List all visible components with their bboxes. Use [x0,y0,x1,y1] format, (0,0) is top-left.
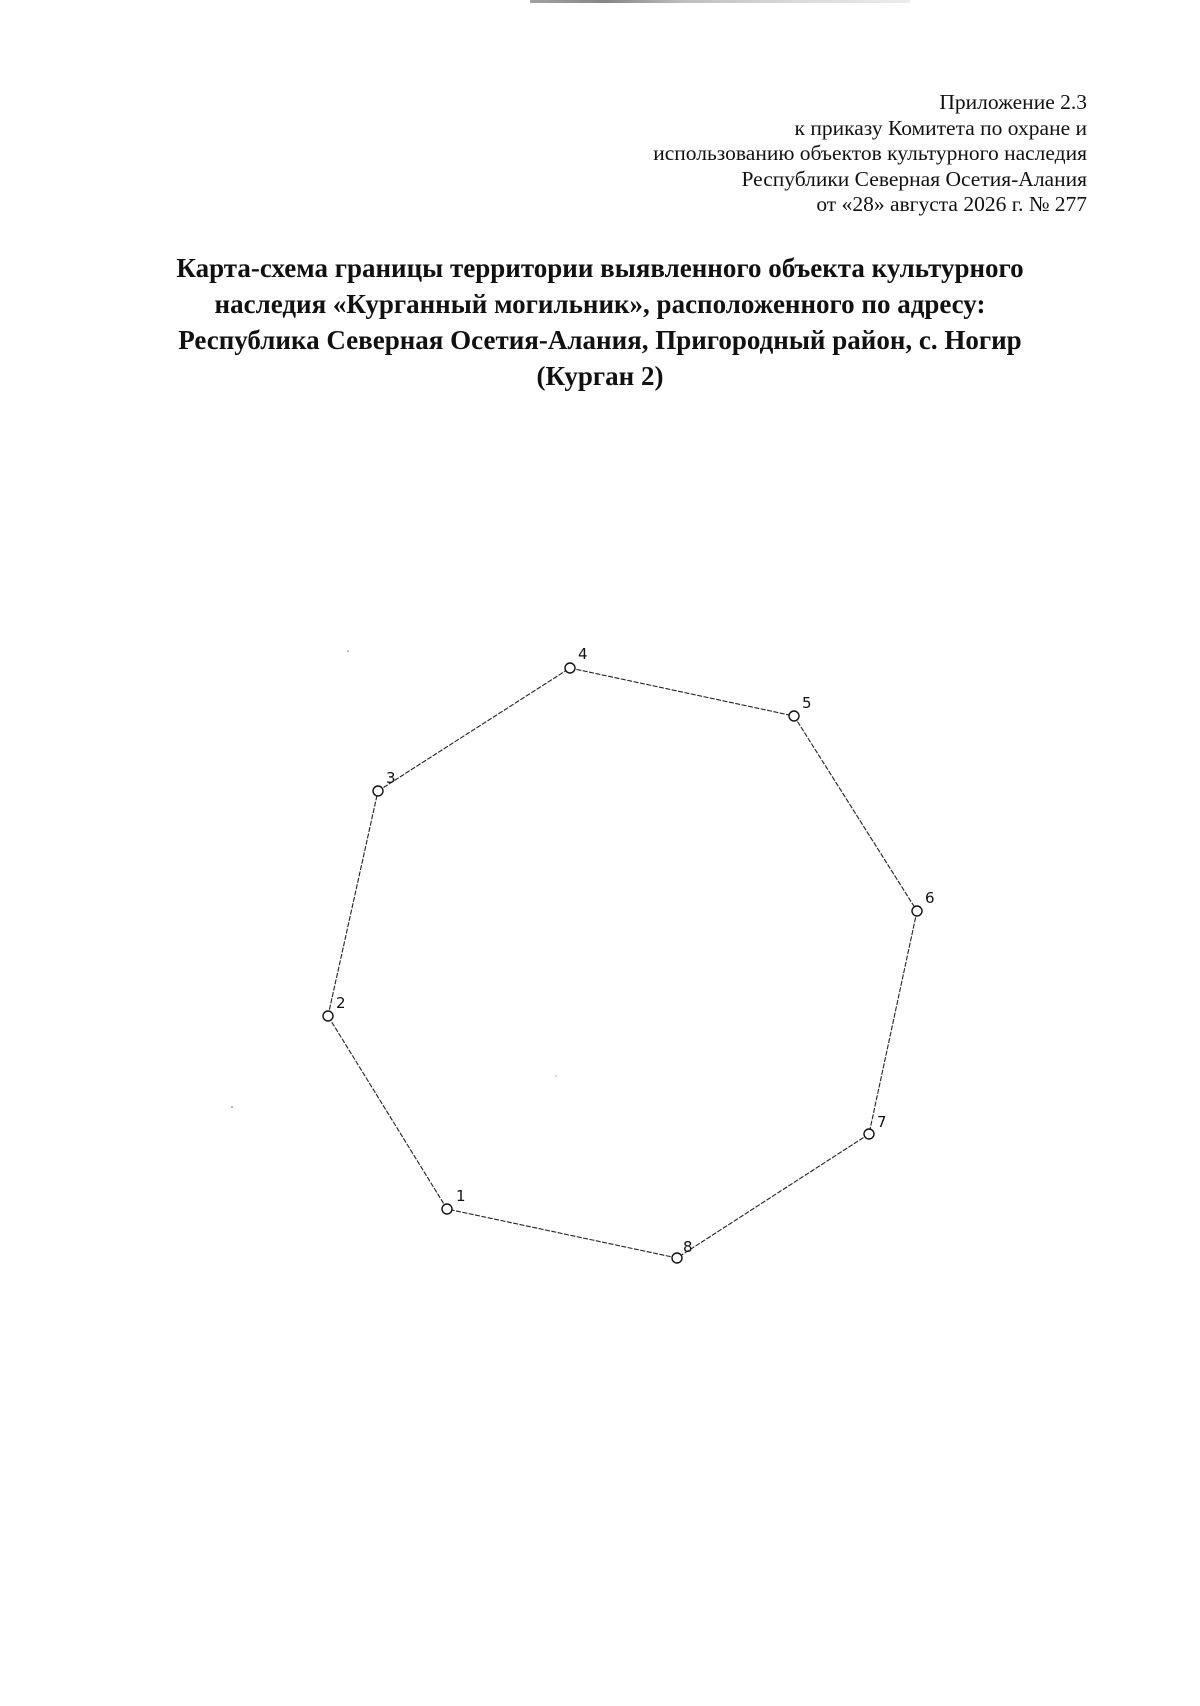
boundary-vertex [565,663,575,673]
title-line-3: Республика Северная Осетия-Алания, Пригородный район, с. Ногир [178,325,1022,355]
annex-line-2: к приказу Комитета по охране и [794,115,1087,140]
boundary-labels [336,645,935,1256]
boundary-edge [570,668,794,716]
boundary-edges [328,668,917,1258]
boundary-vertex-label: 5 [802,694,812,712]
boundary-edge [328,1016,447,1209]
title-line-2: наследия «Курганный могильник», расположенного по адресу: [214,289,986,319]
scan-speck [231,1106,233,1108]
scan-speck [347,650,349,652]
boundary-vertex [442,1204,452,1214]
boundary-vertex-label: 6 [925,889,935,907]
title-line-4: (Курган 2) [536,361,664,391]
boundary-edge [794,716,917,911]
annex-line-4: Республики Северная Осетия-Алания [741,166,1087,191]
boundary-edge [328,791,378,1016]
boundary-vertices [323,663,922,1263]
annex-line-1: Приложение 2.3 [939,90,1087,114]
boundary-vertex [373,786,383,796]
boundary-vertex-label: 8 [683,1238,693,1256]
boundary-edge [869,911,917,1134]
boundary-edge [378,668,570,791]
boundary-vertex [789,711,799,721]
boundary-vertex [672,1253,682,1263]
boundary-edge [447,1209,677,1258]
title-line-1: Карта-схема границы территории выявленного объекта культурного [176,253,1024,283]
boundary-vertex [323,1011,333,1021]
boundary-vertex-label: 1 [456,1187,466,1205]
boundary-vertex [912,906,922,916]
boundary-vertex-label: 4 [578,645,588,663]
boundary-vertex-label: 3 [386,769,396,787]
boundary-vertex-label: 7 [877,1113,887,1131]
scan-speck [555,1075,556,1076]
boundary-vertex-label: 2 [336,994,346,1012]
annex-line-5: от «28» августа 2026 г. № 277 [816,192,1087,216]
annex-line-3: использованию объектов культурного наследия [653,141,1087,165]
boundary-vertex [864,1129,874,1139]
boundary-edge [677,1134,869,1258]
